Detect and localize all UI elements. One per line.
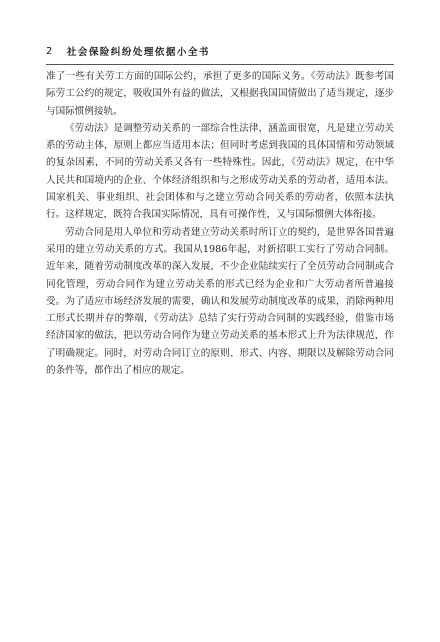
paragraph: 劳动合同是用人单位和劳动者建立劳动关系时所订立的契约，是世界各国普遍采用的建立劳动关系的方式。我国从1986年起，对新招职工实行了劳动合同制。近年来，随着劳动制度改革的深入发展，不少企业陆续实行了全员劳动合同制或合同化管理，劳动合同作为建立劳动关系的形式已经为企业和广大劳动者所普遍接受。为了适应市场经济发展的需要，确认和发展劳动制度改革的成果，消除两种用工形式长期并存的弊端，《劳动法》总结了实行劳动合同制的实践经验，借鉴市场经济国家的做法，把以劳动合同作为建立劳动关系的基本形式上升为法律规范，作了明确规定。同时，对劳动合同订立的原则、形式、内容、期限以及解除劳动合同的条件等，都作出了相应的规定。	[46, 226, 394, 377]
running-head	[46, 41, 394, 61]
body-text	[46, 68, 394, 379]
book-title: 社会保险纠纷处理依据小全书	[66, 47, 210, 58]
paragraph-continued: 准了一些有关劳工方面的国际公约，承担了更多的国际义务。《劳动法》既参考国际劳工公约的规定，吸收国外有益的做法，又根据我国国情做出了适当规定，逐步与国际惯例接轨。	[46, 71, 394, 117]
header-divider	[46, 64, 394, 65]
page-number: 2	[46, 45, 53, 57]
paragraph: 《劳动法》是调整劳动关系的一部综合性法律，涵盖面很宽，凡是建立劳动关系的劳动主体，原则上都应当适用本法；但同时考虑到我国的具体国情和劳动领域的复杂因素，不同的劳动关系又各有一些特殊性。因此，《劳动法》规定，在中华人民共和国境内的企业、个体经济组织和与之形成劳动关系的劳动者，适用本法。国家机关、事业组织、社会团体和与之建立劳动合同关系的劳动者，依照本法执行。这样规定，既符合我国实际情况，具有可操作性，又与国际惯例大体衔接。	[46, 122, 394, 221]
